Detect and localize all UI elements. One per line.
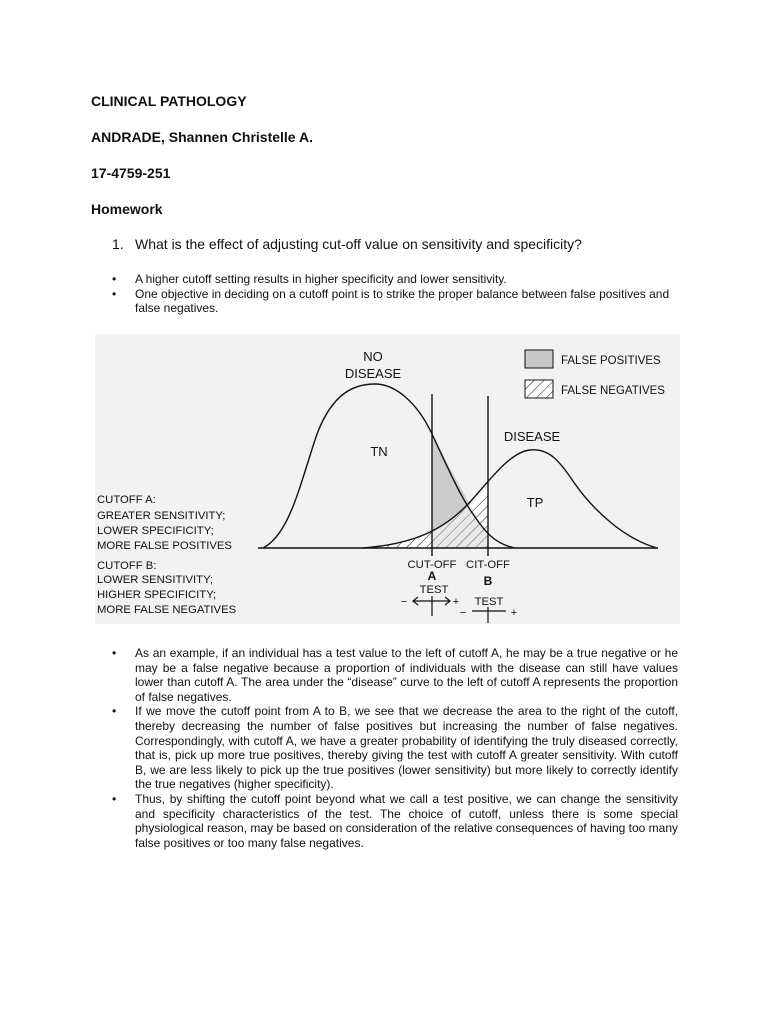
tn-label: TN: [370, 444, 388, 459]
question-number: 1.: [112, 236, 124, 252]
cut-b-test-label: TEST: [474, 596, 504, 608]
cut-b-minus: −: [459, 607, 467, 619]
legend-fn-swatch: [525, 380, 553, 398]
disease-label: DISEASE: [503, 429, 561, 444]
question-1: [112, 236, 672, 252]
cut-b-letter: B: [483, 574, 493, 588]
bullet-item: • A higher cutoff setting results in higher specificity and lower sensitivity.: [112, 272, 682, 287]
cutoff-b-line-1: CUTOFF B:: [97, 560, 157, 572]
summary-bullet-list: [112, 272, 682, 316]
question-text: What is the effect of adjusting cut-off value on sensitivity and specificity?: [135, 236, 582, 252]
bullet-item: • Thus, by shifting the cutoff point beyond what we call a test positive, we can change the sensitivity and specificity characteristics of the test. The choice of cutoff, unless there is some special physiological reason, may be based on consideration of the relative consequences of having too many false positives or too many false negatives.: [112, 792, 678, 850]
cutoff-a-line-3: LOWER SPECIFICITY;: [97, 525, 214, 537]
cutoff-distribution-figure: [95, 334, 680, 624]
no-disease-label-2: DISEASE: [344, 366, 402, 381]
cutoff-a-line-4: MORE FALSE POSITIVES: [97, 540, 232, 552]
tp-label: TP: [526, 495, 544, 510]
course-title: CLINICAL PATHOLOGY: [91, 93, 247, 109]
bullet-item: • As an example, if an individual has a test value to the left of cutoff A, he may be a true negative or he may be a false negative because a proportion of individuals with the disease can still have values lower than cutoff A. The area under the “disease” curve to the left of cutoff A represents the proportion of false negatives.: [112, 646, 678, 704]
explanation-bullet-list: [112, 646, 678, 850]
student-name: ANDRADE, Shannen Christelle A.: [91, 129, 313, 145]
legend-fn-label: FALSE NEGATIVES: [561, 385, 665, 397]
bullet-item: • If we move the cutoff point from A to B, we see that we decrease the area to the right of the cutoff, thereby decreasing the number of false positives but increasing the number of false negatives. Correspondingly, with cutoff A, we have a greater probability of identifying the truly diseased correctly, that is, pick up more true positives, thereby giving the test with cutoff A greater sensitivity. With cutoff B, we are less likely to pick up the true positives (lower sensitivity) but more likely to correctly identify the true negatives (higher specificity).: [112, 704, 678, 792]
legend-fp-label: FALSE POSITIVES: [561, 355, 661, 367]
cut-b-plus: +: [510, 607, 518, 619]
cutoff-b-line-3: HIGHER SPECIFICITY;: [97, 589, 217, 601]
cutoff-a-line-2: GREATER SENSITIVITY;: [97, 510, 226, 522]
assignment-type: Homework: [91, 201, 163, 217]
cutoff-b-line-4: MORE FALSE NEGATIVES: [97, 604, 237, 616]
no-disease-label-1: NO: [363, 349, 383, 364]
cut-a-test-label: TEST: [419, 584, 449, 596]
cut-a-label: CUT-OFF: [407, 559, 457, 571]
cut-a-minus: −: [400, 596, 408, 608]
bullet-item: • One objective in deciding on a cutoff point is to strike the proper balance between false positives and false negatives.: [112, 287, 682, 316]
cut-a-plus: +: [452, 596, 460, 608]
cut-b-label: CIT-OFF: [466, 559, 510, 571]
student-id: 17-4759-251: [91, 165, 171, 181]
cutoff-b-line-2: LOWER SENSITIVITY;: [97, 574, 214, 586]
cutoff-a-line-1: CUTOFF A:: [97, 494, 156, 506]
cut-a-letter: A: [427, 569, 437, 583]
legend-fp-swatch: [525, 350, 553, 368]
